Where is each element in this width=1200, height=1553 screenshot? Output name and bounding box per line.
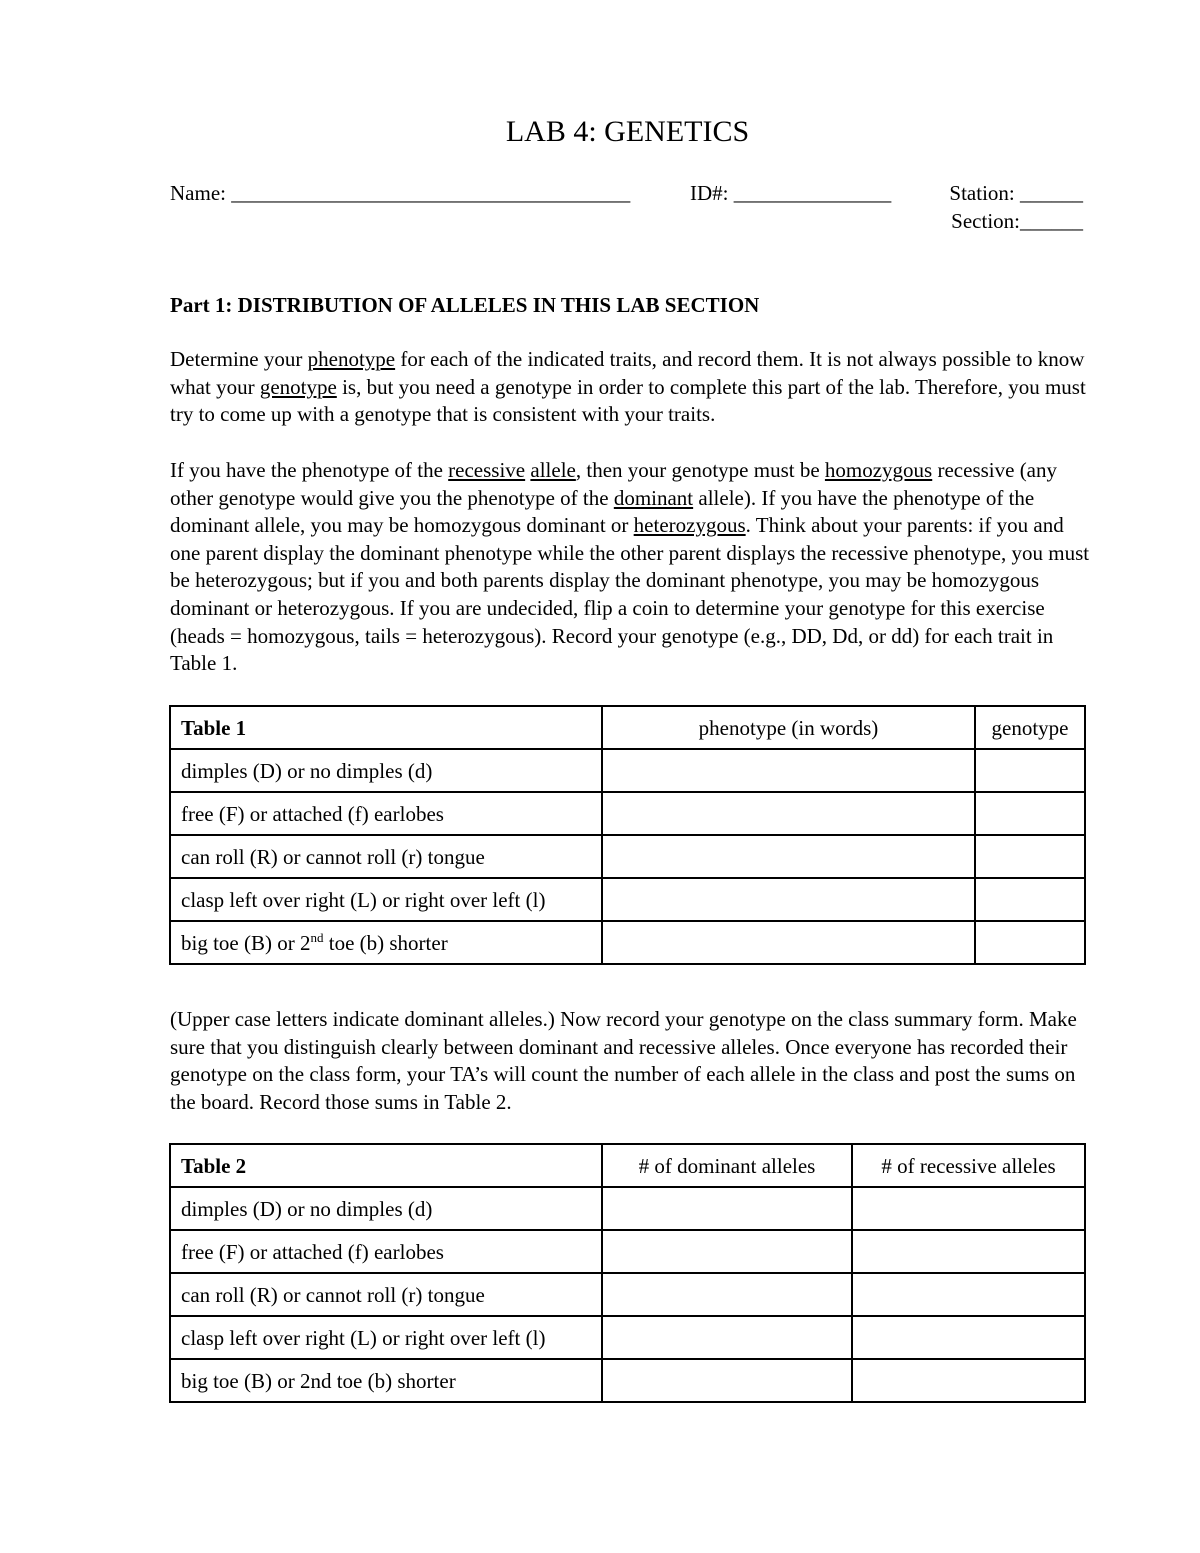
instructions-paragraph-1: Determine your phenotype for each of the indicated traits, and record them. It is not always possible to know what your genotype is, but you need a genotype in order to complete this part of the lab. Therefore, you must try to come up with a genotype that is consistent with your traits. xyxy=(170,347,1086,427)
trait-label: dimples (D) or no dimples (d) xyxy=(170,1187,602,1230)
table-row xyxy=(170,921,1085,964)
genotype-cell[interactable] xyxy=(975,835,1085,878)
recessive-count-cell[interactable] xyxy=(852,1316,1085,1359)
trait-label: clasp left over right (L) or right over left (l) xyxy=(170,1316,602,1359)
term-genotype: genotype xyxy=(259,374,337,399)
phenotype-cell[interactable] xyxy=(602,749,975,792)
station-field[interactable]: Station: ______ xyxy=(949,181,1083,205)
phenotype-cell[interactable] xyxy=(602,792,975,835)
table-1-col-genotype: genotype xyxy=(975,706,1085,749)
phenotype-cell[interactable] xyxy=(602,878,975,921)
genotype-cell[interactable] xyxy=(975,749,1085,792)
table-2-col-dominant: # of dominant alleles xyxy=(602,1144,852,1187)
table-row xyxy=(170,792,1085,835)
name-field[interactable]: Name: ______________________________________ xyxy=(170,181,631,205)
genotype-cell[interactable] xyxy=(975,792,1085,835)
term-phenotype: phenotype xyxy=(307,347,396,371)
id-field[interactable]: ID#: _______________ xyxy=(690,181,892,205)
table-2-col-recessive: # of recessive alleles xyxy=(852,1144,1085,1187)
table-1-header-row xyxy=(170,706,1085,749)
table-1-col-phenotype: phenotype (in words) xyxy=(602,706,975,749)
table-row xyxy=(170,1359,1085,1402)
trait-label: clasp left over right (L) or right over left (l) xyxy=(170,878,602,921)
recessive-count-cell[interactable] xyxy=(852,1187,1085,1230)
trait-label: big toe (B) or 2nd toe (b) shorter xyxy=(170,1359,602,1402)
recessive-count-cell[interactable] xyxy=(852,1230,1085,1273)
table-1-title: Table 1 xyxy=(170,706,602,749)
table-1 xyxy=(169,705,1086,965)
dominant-count-cell[interactable] xyxy=(602,1187,852,1230)
instructions-paragraph-3: (Upper case letters indicate dominant alleles.) Now record your genotype on the class summary form. Make sure that you distinguish clearly between dominant and recessive alleles. Once everyone has recorded their genotype on the class form, your TA’s will count the number of each allele in the class and post the sums on the board. Record those sums in Table 2. xyxy=(170,1007,1077,1114)
table-row xyxy=(170,749,1085,792)
trait-label: free (F) or attached (f) earlobes xyxy=(170,792,602,835)
section-field[interactable]: Section:______ xyxy=(951,209,1083,233)
table-row xyxy=(170,835,1085,878)
part1-heading: Part 1: DISTRIBUTION OF ALLELES IN THIS LAB SECTION xyxy=(170,293,760,317)
genotype-cell[interactable] xyxy=(975,921,1085,964)
table-row xyxy=(170,1273,1085,1316)
dominant-count-cell[interactable] xyxy=(602,1273,852,1316)
term-heterozygous: heterozygous xyxy=(633,513,746,538)
trait-label: free (F) or attached (f) earlobes xyxy=(170,1230,602,1273)
term-homozygous: homozygous xyxy=(824,458,933,482)
phenotype-cell[interactable] xyxy=(602,835,975,878)
dominant-count-cell[interactable] xyxy=(602,1230,852,1273)
term-dominant: dominant xyxy=(613,485,694,510)
trait-label: dimples (D) or no dimples (d) xyxy=(170,749,602,792)
table-2 xyxy=(169,1143,1086,1403)
genotype-cell[interactable] xyxy=(975,878,1085,921)
trait-label: can roll (R) or cannot roll (r) tongue xyxy=(170,1273,602,1316)
page-title: LAB 4: GENETICS xyxy=(505,115,750,148)
recessive-count-cell[interactable] xyxy=(852,1359,1085,1402)
dominant-count-cell[interactable] xyxy=(602,1316,852,1359)
table-row xyxy=(170,878,1085,921)
table-row xyxy=(170,1316,1085,1359)
dominant-count-cell[interactable] xyxy=(602,1359,852,1402)
recessive-count-cell[interactable] xyxy=(852,1273,1085,1316)
table-row xyxy=(170,1187,1085,1230)
trait-label: can roll (R) or cannot roll (r) tongue xyxy=(170,835,602,878)
table-2-title: Table 2 xyxy=(170,1144,602,1187)
table-2-header-row xyxy=(170,1144,1085,1187)
instructions-paragraph-2: If you have the phenotype of the recessive allele, then your genotype must be homozygous recessive (any other genotype would give you the phenotype of the dominant allele). If you have the phenotype of the dominant allele, you may be homozygous dominant or heterozygous. Think about your parents: if you and one parent display the dominant phenotype while the other parent displays the recessive phenotype, you must be heterozygous; but if you and both parents display the dominant phenotype, you may be homozygous dominant or heterozygous. If you are undecided, flip a coin to determine your genotype for this exercise (heads = homozygous, tails = heterozygous). Record your genotype (e.g., DD, Dd, or dd) for each trait in Table 1. xyxy=(170,458,1090,676)
term-allele: allele xyxy=(530,458,576,482)
trait-label: big toe (B) or 2nd toe (b) shorter xyxy=(170,921,602,964)
term-recessive: recessive xyxy=(448,458,526,482)
table-row xyxy=(170,1230,1085,1273)
phenotype-cell[interactable] xyxy=(602,921,975,964)
